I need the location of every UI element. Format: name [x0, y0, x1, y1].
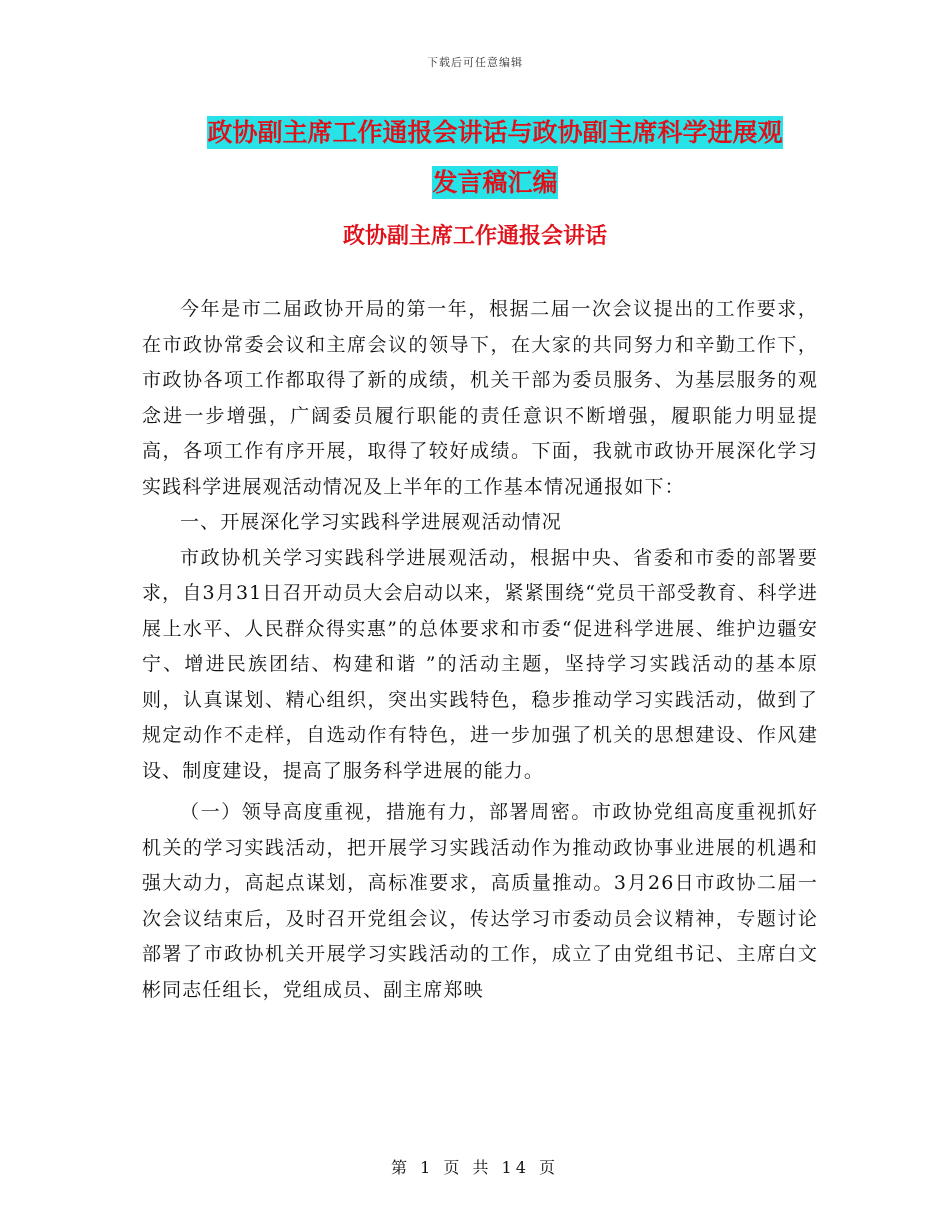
document-title [140, 108, 850, 208]
paragraph-heading-1: 一、开展深化学习实践科学进展观活动情况 [180, 511, 562, 533]
paragraph-leadership: （一）领导高度重视，措施有力，部署周密。市政协党组高度重视抓好机关的学习实践活动，把开展学习实践活动作为推动政协事业进展的机遇和强大动力，高起点谋划，高标准要求，高质量推动。3月26日市政协二届一次会议结束后，及时召开党组会议，传达学习市委动员会议精神，专题讨论部署了市政协机关开展学习实践活动的工作，成立了由党组书记、主席白文彬同志任组长，党组成员、副主席郑映 [142, 801, 818, 1001]
paragraph-intro: 今年是市二届政协开局的第一年，根据二届一次会议提出的工作要求，在市政协常委会议和主席会议的领导下，在大家的共同努力和辛勤工作下，市政协各项工作都取得了新的成绩，机关干部为委员服务、为基层服务的观念进一步增强，广阔委员履行职能的责任意识不断增强，履职能力明显提高，各项工作有序开展，取得了较好成绩。下面，我就市政协开展深化学习实践科学进展观活动情况及上半年的工作基本情况通报如下： [142, 298, 818, 498]
body-text [142, 292, 818, 1008]
paragraph-activity: 市政协机关学习实践科学进展观活动，根据中央、省委和市委的部署要求，自3月31日召开动员大会启动以来，紧紧围绕“党员干部受教育、科学进展上水平、人民群众得实惠”的总体要求和市委“促进科学进展、维护边疆安宁、增进民族团结、构建和谐 ”的活动主题，坚持学习实践活动的基本原则，认真谋划、精心组织，突出实践特色，稳步推动学习实践活动，做到了规定动作不走样，自选动作有特色，进一步加强了机关的思想建设、作风建设、制度建设，提高了服务科学进展的能力。 [142, 546, 818, 782]
section-title: 政协副主席工作通报会讲话 [342, 224, 607, 249]
document-title-line-2: 发言稿汇编 [432, 168, 558, 197]
document-title-line-1: 政协副主席工作通报会讲话与政协副主席科学进展观 [207, 118, 783, 147]
page-footer: 第 1 页 共 14 页 [391, 1158, 559, 1177]
header-note: 下载后可任意编辑 [427, 56, 523, 69]
